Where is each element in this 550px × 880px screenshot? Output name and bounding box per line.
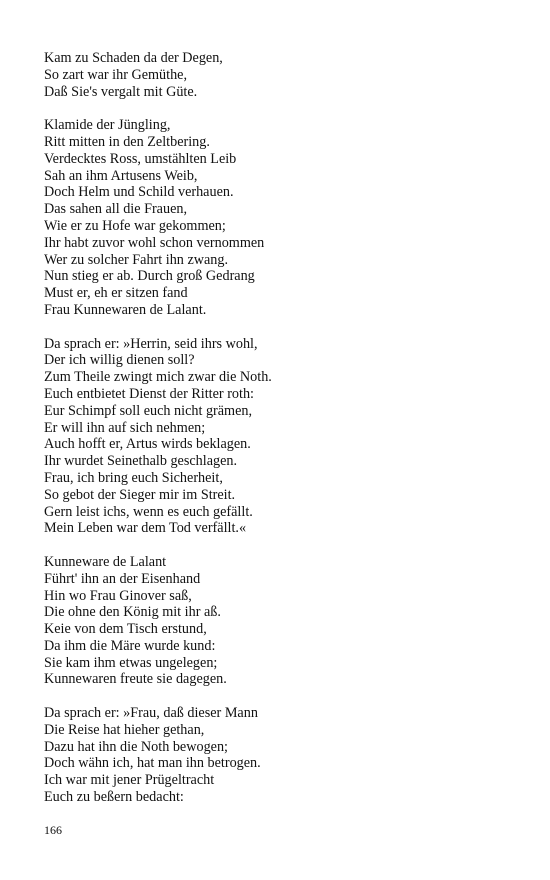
stanza xyxy=(44,336,514,538)
verse-line: Keie von dem Tisch erstund, xyxy=(44,621,207,638)
verse-line: Euch entbietet Dienst der Ritter roth: xyxy=(44,385,254,402)
verse-line: Er will ihn auf sich nehmen; xyxy=(44,419,206,436)
verse-line: Hin wo Frau Ginover saß, xyxy=(44,587,192,604)
verse-line: Ihr habt zuvor wohl schon vernommen xyxy=(44,234,265,251)
verse-line: Frau Kunnewaren de Lalant. xyxy=(44,301,207,318)
verse-line: Wer zu solcher Fahrt ihn zwang. xyxy=(44,251,229,268)
verse-line: Verdecktes Ross, umstählten Leib xyxy=(44,150,237,167)
verse-line: Sie kam ihm etwas ungelegen; xyxy=(44,654,218,671)
verse-line: Auch hofft er, Artus wirds beklagen. xyxy=(44,436,251,453)
stanza xyxy=(44,50,514,100)
verse-line: Klamide der Jüngling, xyxy=(44,117,171,134)
verse-line: Führt' ihn an der Eisenhand xyxy=(44,570,201,587)
verse-line: Das sahen all die Frauen, xyxy=(44,201,188,218)
verse-line: Ritt mitten in den Zeltbering. xyxy=(44,133,210,150)
verse-line: Frau, ich bring euch Sicherheit, xyxy=(44,469,223,486)
stanza xyxy=(44,117,514,319)
verse-line: So zart war ihr Gemüthe, xyxy=(44,66,188,83)
verse-line: Da ihm die Märe wurde kund: xyxy=(44,637,216,654)
verse-line: Die ohne den König mit ihr aß. xyxy=(44,604,221,621)
verse-line: Kam zu Schaden da der Degen, xyxy=(44,50,223,66)
verse-line: Gern leist ichs, wenn es euch gefällt. xyxy=(44,503,253,520)
stanza xyxy=(44,705,514,806)
verse-line: Doch wähn ich, hat man ihn betrogen. xyxy=(44,755,261,772)
verse-line: Der ich willig dienen soll? xyxy=(44,352,195,369)
poem-text xyxy=(44,50,514,823)
verse-line: Kunneware de Lalant xyxy=(44,553,167,570)
verse-line: Ich war mit jener Prügeltracht xyxy=(44,772,215,789)
verse-line: Mein Leben war dem Tod verfällt.« xyxy=(44,520,247,537)
verse-line: Sah an ihm Artusens Weib, xyxy=(44,167,198,184)
verse-line: Da sprach er: »Herrin, seid ihrs wohl, xyxy=(44,335,258,352)
verse-line: Ihr wurdet Seinethalb geschlagen. xyxy=(44,453,238,470)
verse-line: Die Reise hat hieher gethan, xyxy=(44,721,205,738)
verse-line: Kunnewaren freute sie dagegen. xyxy=(44,671,227,688)
verse-line: Daß Sie's vergalt mit Güte. xyxy=(44,83,198,100)
verse-line: Doch Helm und Schild verhauen. xyxy=(44,184,234,201)
verse-line: Euch zu beßern bedacht: xyxy=(44,789,184,806)
verse-line: Wie er zu Hofe war gekommen; xyxy=(44,217,226,234)
stanza xyxy=(44,554,514,688)
verse-line: Da sprach er: »Frau, daß dieser Mann xyxy=(44,705,258,722)
verse-line: Eur Schimpf soll euch nicht grämen, xyxy=(44,402,253,419)
verse-line: Must er, eh er sitzen fand xyxy=(44,285,188,302)
page-number: 166 xyxy=(44,823,62,837)
verse-line: So gebot der Sieger mir im Streit. xyxy=(44,486,236,503)
verse-line: Dazu hat ihn die Noth bewogen; xyxy=(44,738,228,755)
verse-line: Zum Theile zwingt mich zwar die Noth. xyxy=(44,369,272,386)
verse-line: Nun stieg er ab. Durch groß Gedrang xyxy=(44,268,255,285)
